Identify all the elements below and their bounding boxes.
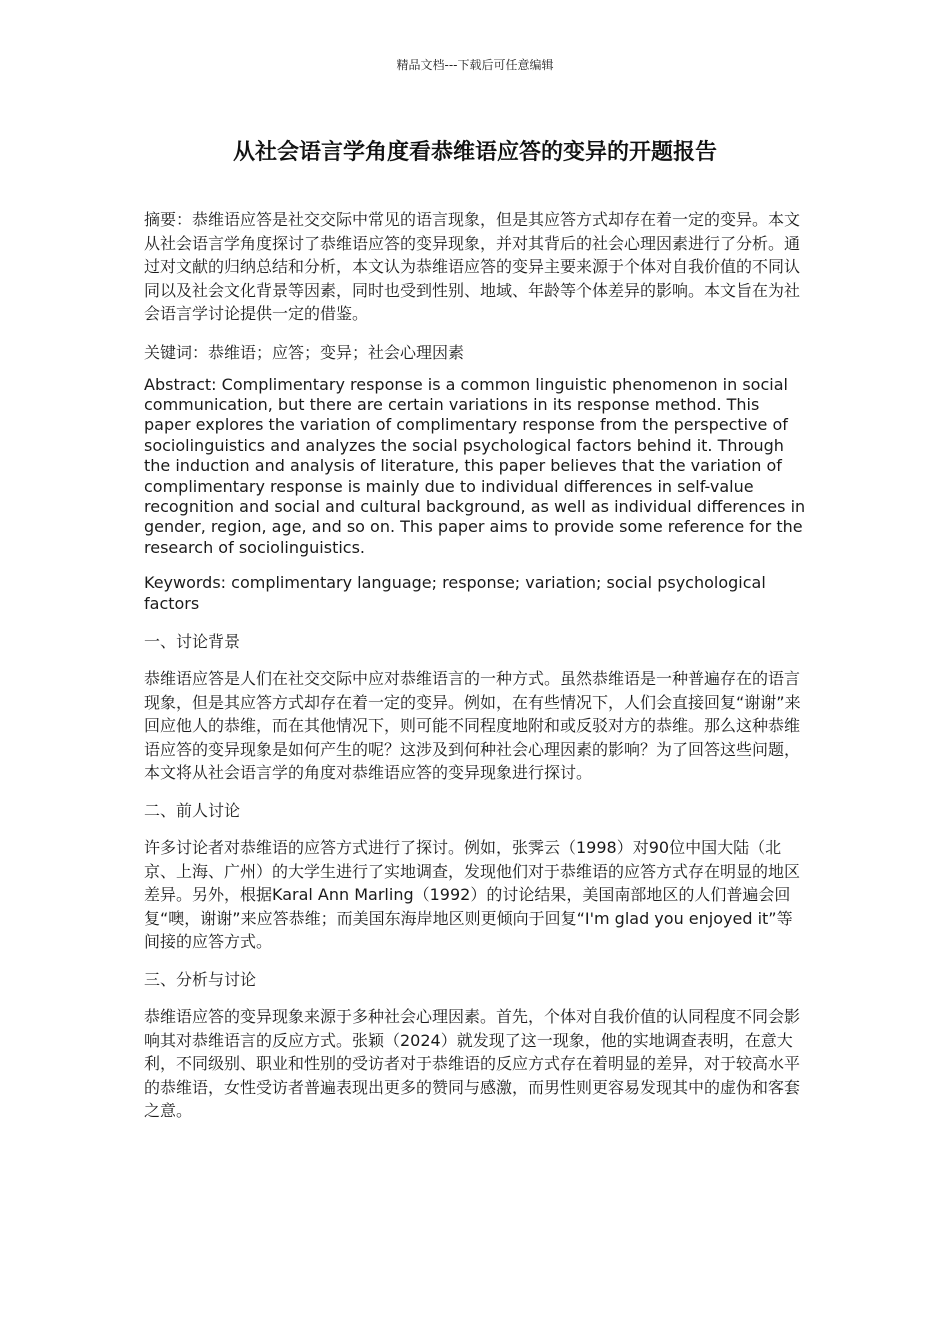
keywords-english: Keywords: complimentary language; response; variation; social psychological factors xyxy=(144,573,766,613)
keywords-chinese: 关键词：恭维语；应答；变异；社会心理因素 xyxy=(144,342,465,362)
section-heading-background: 一、讨论背景 xyxy=(144,632,241,652)
section-body-previous-research: 许多讨论者对恭维语的应答方式进行了探讨。例如，张霁云（1998）对90位中国大陆（北京、上海、广州）的大学生进行了实地调查，发现他们对于恭维语的应答方式存在明显的地区差异。另外，根据Karal Ann Marling（1992）的讨论结果，美国南部地区的人们普遍会回复“噢，谢谢”来应答恭维；而美国东海岸地区则更倾向于回复“I'm glad you enjoyed it”等间接的应答方式。 xyxy=(144,838,801,952)
section-heading-previous-research: 二、前人讨论 xyxy=(144,801,241,820)
section-heading-analysis: 三、分析与讨论 xyxy=(144,969,257,989)
header-note: 精品文档---下载后可任意编辑 xyxy=(396,58,554,72)
document-body xyxy=(144,208,806,1138)
abstract-chinese: 摘要：恭维语应答是社交交际中常见的语言现象，但是其应答方式却存在着一定的变异。本文从社会语言学角度探讨了恭维语应答的变异现象，并对其背后的社会心理因素进行了分析。通过对文献的归纳总结和分析，本文认为恭维语应答的变异主要来源于个体对自我价值的不同认同以及社会文化背景等因素，同时也受到性别、地域、年龄等个体差异的影响。本文旨在为社会语言学讨论提供一定的借鉴。 xyxy=(144,210,801,324)
section-body-background: 恭维语应答是人们在社交交际中应对恭维语言的一种方式。虽然恭维语是一种普遍存在的语言现象，但是其应答方式却存在着一定的变异。例如，在有些情况下，人们会直接回复“谢谢”来回应他人的恭维，而在其他情况下，则可能不同程度地附和或反驳对方的恭维。那么这种恭维语应答的变异现象是如何产生的呢？这涉及到何种社会心理因素的影响？为了回答这些问题，本文将从社会语言学的角度对恭维语应答的变异现象进行探讨。 xyxy=(144,669,801,783)
abstract-english: Abstract: Complimentary response is a common linguistic phenomenon in social communication, but there are certain variations in its response method. This paper explores the variation of complimentary response from the perspective of sociolinguistics and analyzes the social psychological factors behind it. Through the induction and analysis of literature, this paper believes that the variation of complimentary response is mainly due to individual differences in self-value recognition and social and cultural background, as well as individual differences in gender, region, age, and so on. This paper aims to provide some reference for the research of sociolinguistics. xyxy=(144,374,806,557)
section-body-analysis: 恭维语应答的变异现象来源于多种社会心理因素。首先，个体对自我价值的认同程度不同会影响其对恭维语言的反应方式。张颖（2024）就发现了这一现象，他的实地调查表明，在意大利，不同级别、职业和性别的受访者对于恭维语的反应方式存在着明显的差异，对于较高水平的恭维语，女性受访者普遍表现出更多的赞同与感激，而男性则更容易发现其中的虚伪和客套之意。 xyxy=(144,1006,801,1121)
document-title: 从社会语言学角度看恭维语应答的变异的开题报告 xyxy=(232,140,717,165)
